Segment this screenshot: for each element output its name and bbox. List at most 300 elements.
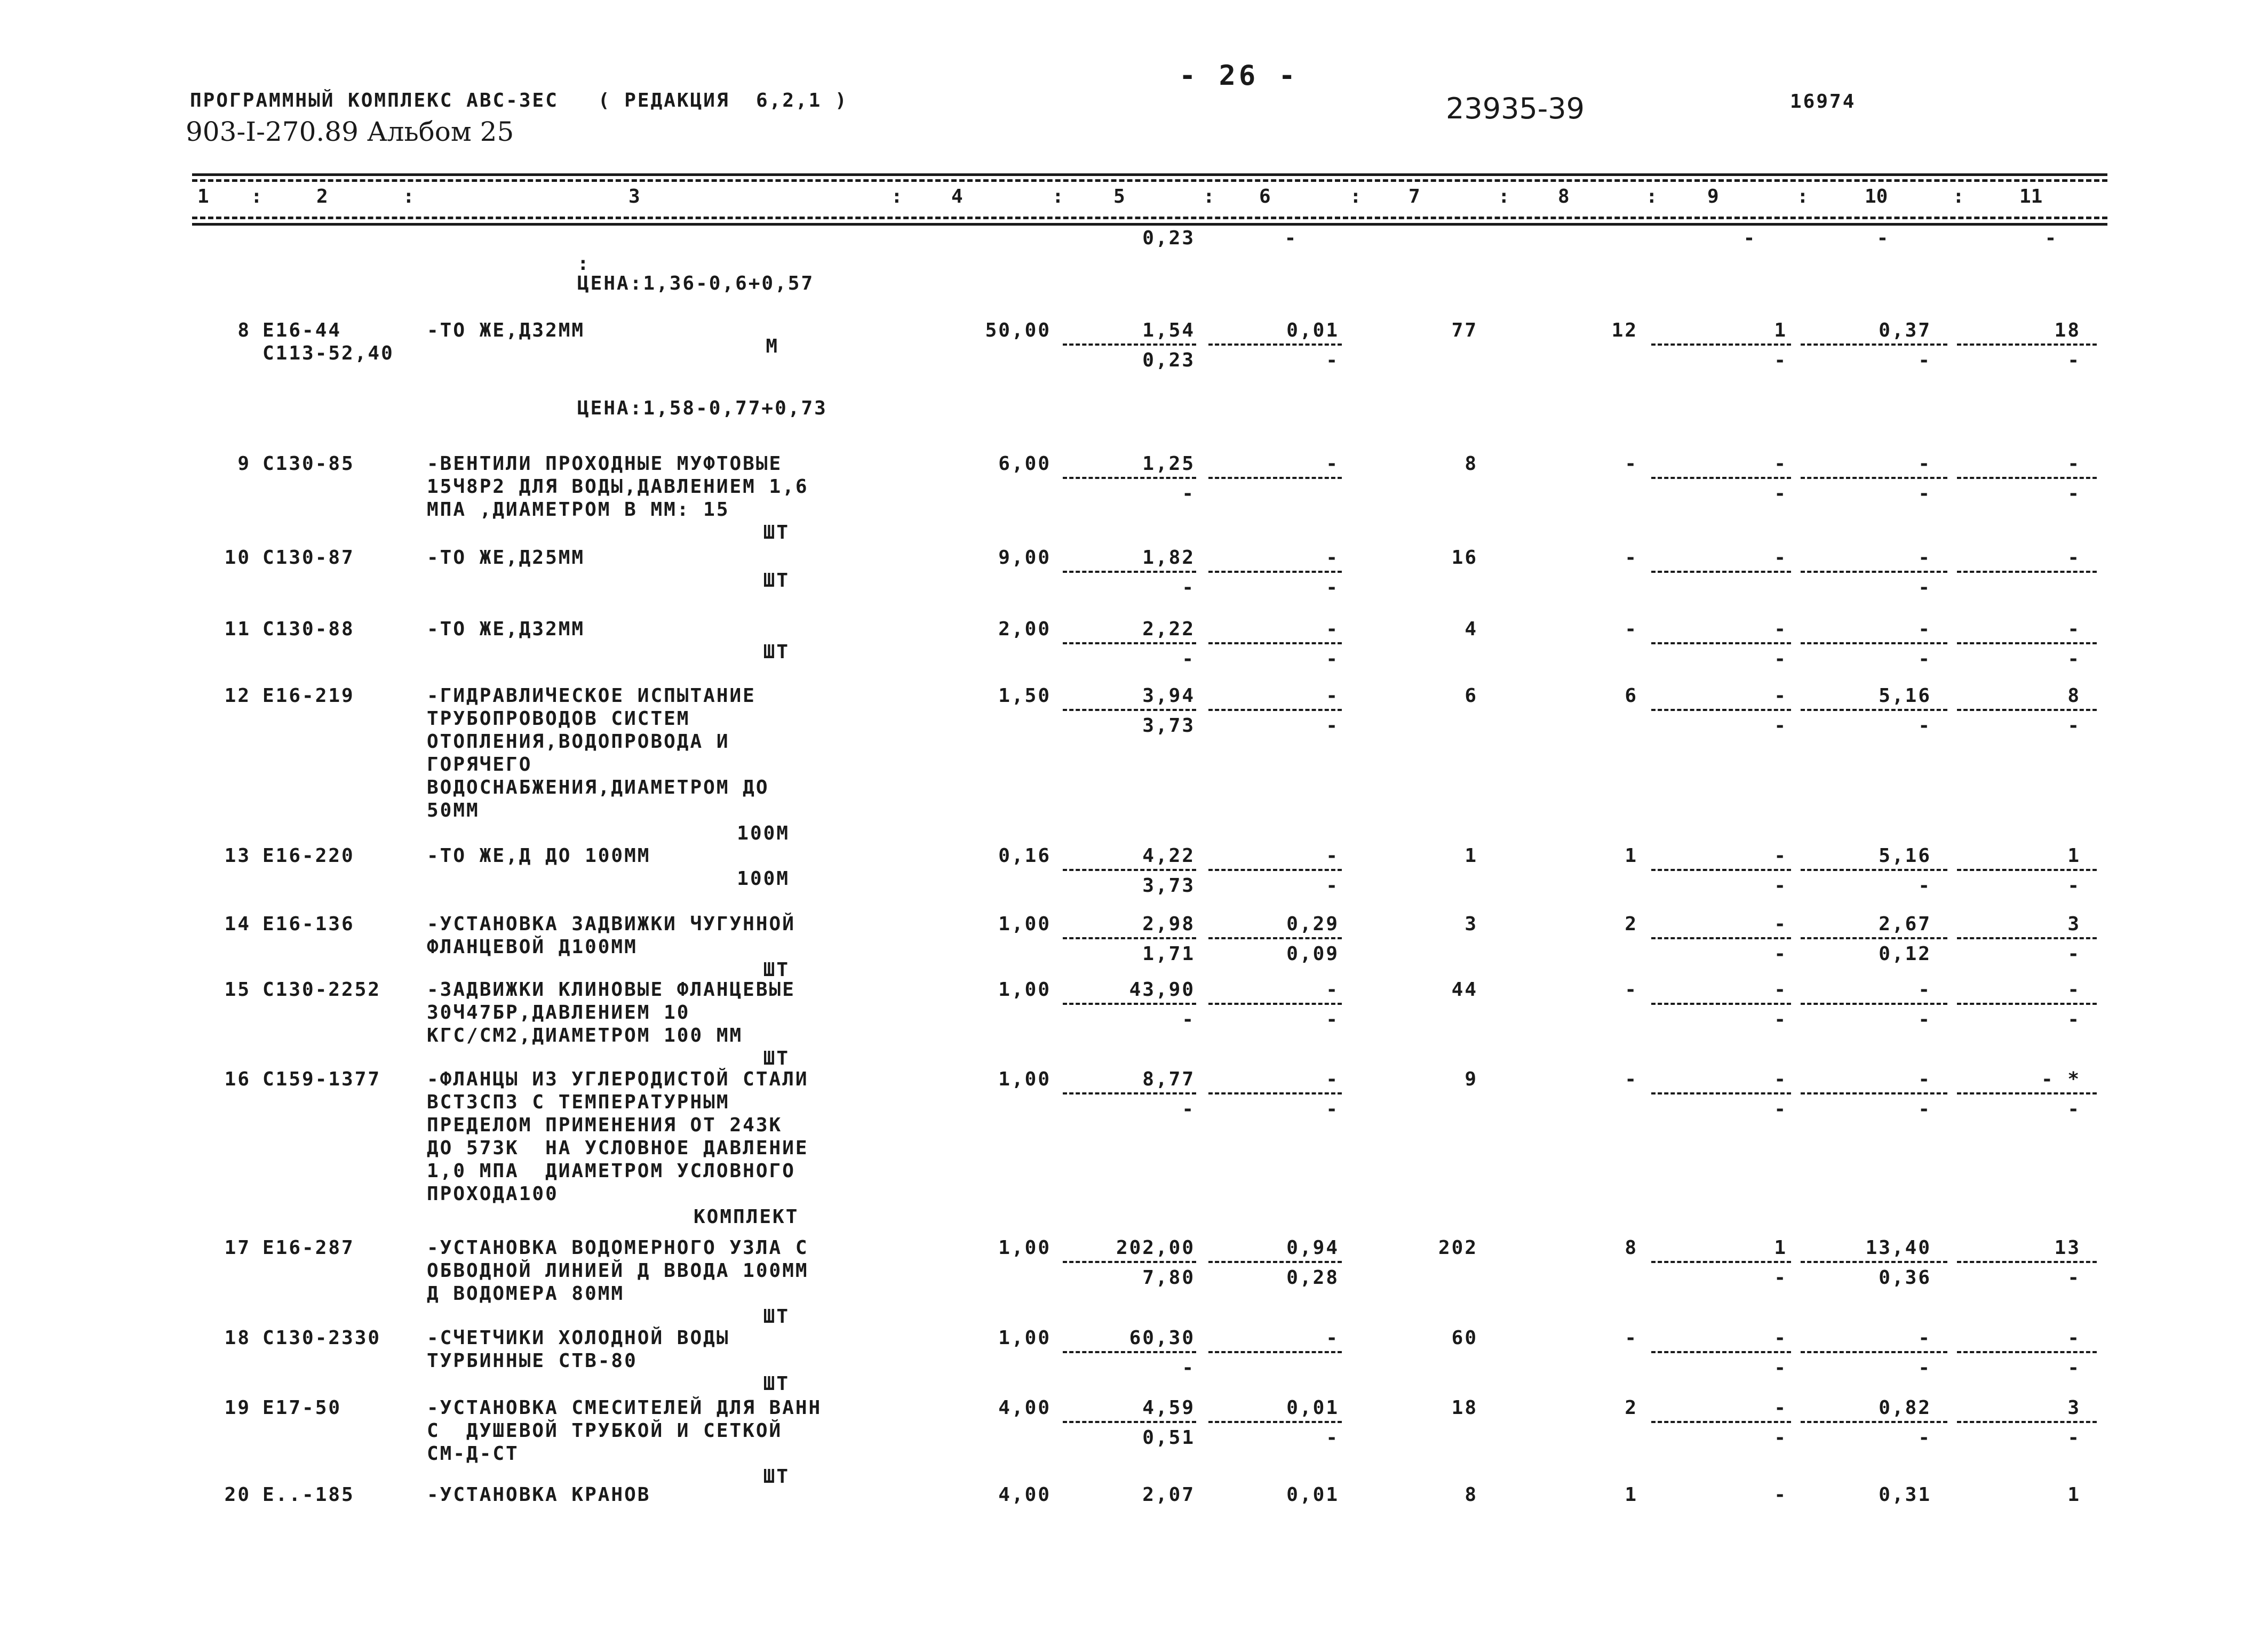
total-c11-second: -	[2067, 715, 2081, 737]
cell-divider-line	[1208, 1351, 1342, 1353]
cost-c6-second: -	[1326, 648, 1339, 670]
total-c11-second: -	[2067, 1267, 2081, 1289]
column-header-11: 11	[2019, 186, 2043, 207]
table-row	[0, 978, 2268, 1069]
norm-code: С130-2330	[262, 1327, 381, 1349]
cost-c6: -	[1326, 618, 1339, 640]
work-description-line: -ТО ЖЕ,Д32ММ	[427, 319, 585, 341]
total-c11: -	[2067, 1327, 2081, 1349]
carry-price-line: ЦЕНА:1,36-0,6+0,57	[577, 273, 815, 294]
total-c10-second: -	[1918, 1098, 1931, 1120]
cell-divider-line	[1208, 1003, 1342, 1005]
total-c11-second: -	[2067, 943, 2081, 965]
total-c9-second: -	[1774, 1357, 1787, 1379]
cell-divider-line	[1957, 477, 2097, 479]
cell-divider-line	[1651, 642, 1791, 644]
work-description-line: ПРЕДЕЛОМ ПРИМЕНЕНИЯ ОТ 243К	[427, 1114, 783, 1136]
norm-code: Е..-185	[262, 1484, 355, 1506]
quantity-c4: 1,00	[998, 1327, 1051, 1349]
work-description-line: ОБВОДНОЙ ЛИНИЕЙ Д ВВОДА 100ММ	[427, 1260, 809, 1282]
cost-c5: 1,25	[1142, 453, 1195, 475]
total-c10: 5,16	[1879, 685, 1931, 707]
total-c10: -	[1918, 453, 1931, 475]
total-c8: 12	[1611, 319, 1638, 341]
cell-divider-line	[1063, 642, 1196, 644]
column-divider: :	[891, 186, 903, 207]
cell-divider-line	[1801, 1351, 1947, 1353]
total-c7: 6	[1465, 685, 1478, 707]
table-row	[0, 452, 2268, 544]
column-header-8: 8	[1558, 186, 1570, 207]
norm-code: С130-87	[262, 547, 355, 569]
carry-c6: -	[1284, 227, 1298, 249]
total-c10: 0,31	[1879, 1484, 1931, 1506]
total-c9-second: -	[1774, 648, 1787, 670]
total-c11: 8	[2067, 685, 2081, 707]
total-c11: 3	[2067, 913, 2081, 935]
total-c9: -	[1774, 1327, 1787, 1349]
total-c11: 1	[2067, 1484, 2081, 1506]
cost-c6-second: -	[1326, 1427, 1339, 1449]
quantity-c4: 50,00	[985, 319, 1051, 341]
work-description-line: -ВЕНТИЛИ ПРОХОДНЫЕ МУФТОВЫЕ	[427, 453, 783, 475]
work-description-line: ФЛАНЦЕВОЙ Д100ММ	[427, 936, 638, 958]
cell-divider-line	[1801, 1003, 1947, 1005]
table-row	[0, 684, 2268, 844]
unit-of-measure: ШТ	[763, 959, 790, 981]
unit-of-measure: ШТ	[763, 522, 790, 544]
total-c11-second: -	[2067, 1427, 2081, 1449]
unit-of-measure: ШТ	[763, 1373, 790, 1395]
norm-code: Е16-136	[262, 913, 355, 935]
work-description-line: 1,0 МПА ДИАМЕТРОМ УСЛОВНОГО	[427, 1160, 795, 1182]
total-c8: 1	[1625, 1484, 1638, 1506]
total-c8: -	[1625, 979, 1638, 1001]
column-divider: :	[1350, 186, 1362, 207]
total-c11: - *	[2041, 1068, 2081, 1090]
total-c7: 202	[1438, 1237, 1478, 1259]
column-header-3: 3	[628, 186, 640, 207]
total-c10-second: 0,36	[1879, 1267, 1931, 1289]
cell-divider-line	[1208, 1261, 1342, 1263]
total-c10: 5,16	[1879, 845, 1931, 867]
cost-c5-second: -	[1182, 577, 1195, 598]
quantity-c4: 4,00	[998, 1397, 1051, 1419]
price-formula: ЦЕНА:1,58-0,77+0,73	[577, 397, 827, 419]
total-c10-second: -	[1918, 1009, 1931, 1030]
cost-c5: 4,22	[1142, 845, 1195, 867]
total-c8: 2	[1625, 1397, 1638, 1419]
unit-of-measure: ШТ	[763, 1048, 790, 1069]
cell-divider-line	[1208, 642, 1342, 644]
cell-divider-line	[1651, 1092, 1791, 1094]
total-c11: -	[2067, 979, 2081, 1001]
cost-c5-second: 3,73	[1142, 715, 1195, 737]
norm-code: С130-88	[262, 618, 355, 640]
cost-c5: 3,94	[1142, 685, 1195, 707]
total-c8: 1	[1625, 845, 1638, 867]
cell-divider-line	[1651, 937, 1791, 939]
unit-of-measure: ШТ	[763, 641, 790, 663]
cost-c5: 8,77	[1142, 1068, 1195, 1090]
total-c9-second: -	[1774, 483, 1787, 505]
work-description-line: -СЧЕТЧИКИ ХОЛОДНОЙ ВОДЫ	[427, 1327, 730, 1349]
total-c8: -	[1625, 1068, 1638, 1090]
table-header-bottom-rule-2	[192, 223, 2107, 226]
unit-of-measure: М	[766, 335, 779, 357]
work-description-line: -ТО ЖЕ,Д25ММ	[427, 547, 585, 569]
cell-divider-line	[1957, 1421, 2097, 1423]
cell-divider-line	[1651, 1351, 1791, 1353]
cell-divider-line	[1063, 1003, 1196, 1005]
total-c10-second: -	[1918, 577, 1931, 598]
norm-code-secondary: С113-52,40	[262, 342, 394, 364]
work-description-line: ДО 573К НА УСЛОВНОЕ ДАВЛЕНИЕ	[427, 1137, 809, 1159]
cell-divider-line	[1208, 571, 1342, 573]
total-c9-second: -	[1774, 875, 1787, 897]
work-description-line: -УСТАНОВКА ВОДОМЕРНОГО УЗЛА С	[427, 1237, 809, 1259]
total-c11: -	[2067, 618, 2081, 640]
unit-of-measure: ШТ	[763, 1466, 790, 1488]
work-description-line: ПРОХОДА100	[427, 1183, 559, 1205]
table-row	[0, 546, 2268, 598]
cost-c5-second: -	[1182, 648, 1195, 670]
total-c10-second: -	[1918, 875, 1931, 897]
total-c7: 16	[1451, 547, 1478, 569]
norm-code: Е17-50	[262, 1397, 342, 1419]
cost-c5-second: 1,71	[1142, 943, 1195, 965]
total-c9-second: -	[1774, 1267, 1787, 1289]
cost-c6: -	[1326, 453, 1339, 475]
unit-of-measure: ШТ	[763, 570, 790, 592]
total-c10: -	[1918, 1068, 1931, 1090]
column-header-7: 7	[1408, 186, 1420, 207]
cell-divider-line	[1801, 1421, 1947, 1423]
total-c11-second: -	[2067, 1098, 2081, 1120]
cost-c6: -	[1326, 1068, 1339, 1090]
row-number: 15	[224, 979, 251, 1001]
total-c11-second: -	[2067, 648, 2081, 670]
cell-divider-line	[1208, 1092, 1342, 1094]
cell-divider-line	[1063, 1421, 1196, 1423]
unit-of-measure: ШТ	[763, 1306, 790, 1328]
work-description-line: ВОДОСНАБЖЕНИЯ,ДИАМЕТРОМ ДО	[427, 777, 769, 798]
document-number: 23935-39	[1446, 92, 1585, 125]
total-c10-second: -	[1918, 483, 1931, 505]
work-description-line: -ЗАДВИЖКИ КЛИНОВЫЕ ФЛАНЦЕВЫЕ	[427, 979, 795, 1001]
row-number: 16	[224, 1068, 251, 1090]
cost-c6-second: 0,09	[1286, 943, 1339, 965]
quantity-c4: 1,00	[998, 979, 1051, 1001]
total-c9: -	[1774, 1484, 1787, 1506]
quantity-c4: 1,50	[998, 685, 1051, 707]
work-description-line: -УСТАНОВКА СМЕСИТЕЛЕЙ ДЛЯ ВАНН	[427, 1397, 822, 1419]
cost-c6: -	[1326, 1327, 1339, 1349]
total-c11-second: -	[2067, 1357, 2081, 1379]
cost-c6: 0,01	[1286, 319, 1339, 341]
total-c9-second: -	[1774, 715, 1787, 737]
total-c10: 2,67	[1879, 913, 1931, 935]
total-c10: -	[1918, 618, 1931, 640]
cell-divider-line	[1957, 571, 2097, 573]
total-c9: 1	[1774, 1237, 1787, 1259]
total-c8: -	[1625, 1327, 1638, 1349]
total-c11: 18	[2054, 319, 2081, 341]
cost-c5: 2,98	[1142, 913, 1195, 935]
row-number: 19	[224, 1397, 251, 1419]
work-description-line: С ДУШЕВОЙ ТРУБКОЙ И СЕТКОЙ	[427, 1420, 783, 1442]
total-c11-second: -	[2067, 483, 2081, 505]
cell-divider-line	[1208, 1421, 1342, 1423]
cell-divider-line	[1063, 477, 1196, 479]
total-c11: 13	[2054, 1237, 2081, 1259]
cost-c6: -	[1326, 685, 1339, 707]
total-c11: -	[2067, 547, 2081, 569]
quantity-c4: 6,00	[998, 453, 1051, 475]
program-header: ПРОГРАММНЫЙ КОМПЛЕКС АВС-3ЕС ( РЕДАКЦИЯ 6,2,1 )	[190, 90, 848, 111]
total-c7: 44	[1451, 979, 1478, 1001]
work-description-line: ГОРЯЧЕГО	[427, 754, 532, 776]
total-c9-second: -	[1774, 349, 1787, 371]
cost-c6-second: -	[1326, 577, 1339, 598]
cost-c6: -	[1326, 845, 1339, 867]
work-description-line: ВСТ3СП3 С ТЕМПЕРАТУРНЫМ	[427, 1091, 730, 1113]
work-description-line: 15Ч8Р2 ДЛЯ ВОДЫ,ДАВЛЕНИЕМ 1,6	[427, 476, 809, 498]
cost-c6-second: -	[1326, 1098, 1339, 1120]
column-divider: :	[1797, 186, 1809, 207]
total-c7: 8	[1465, 1484, 1478, 1506]
cost-c6: 0,29	[1286, 913, 1339, 935]
column-header-4: 4	[951, 186, 963, 207]
unit-of-measure: КОМПЛЕКТ	[694, 1206, 799, 1228]
column-header-2: 2	[316, 186, 328, 207]
cell-divider-line	[1208, 343, 1342, 346]
cell-divider-line	[1063, 1351, 1196, 1353]
column-header-10: 10	[1865, 186, 1888, 207]
cell-divider-line	[1063, 709, 1196, 711]
total-c10-second: 0,12	[1879, 943, 1931, 965]
work-description-line: Д ВОДОМЕРА 80ММ	[427, 1283, 625, 1305]
column-divider: :	[1052, 186, 1064, 207]
work-description-line: -ГИДРАВЛИЧЕСКОЕ ИСПЫТАНИЕ	[427, 685, 756, 707]
cost-c6: -	[1326, 547, 1339, 569]
quantity-c4: 1,00	[998, 913, 1051, 935]
total-c9-second: -	[1774, 943, 1787, 965]
total-c7: 4	[1465, 618, 1478, 640]
cell-divider-line	[1801, 477, 1947, 479]
row-number: 12	[224, 685, 251, 707]
carry-c9: -	[1743, 227, 1757, 249]
column-divider: :	[403, 186, 415, 207]
cost-c6-second: -	[1326, 349, 1339, 371]
unit-of-measure: 100М	[737, 868, 790, 890]
cell-divider-line	[1208, 709, 1342, 711]
page-number: - 26 -	[1179, 60, 1299, 92]
row-number: 13	[224, 845, 251, 867]
total-c9: -	[1774, 845, 1787, 867]
cost-c6: 0,01	[1286, 1397, 1339, 1419]
quantity-c4: 4,00	[998, 1484, 1051, 1506]
norm-code: Е16-220	[262, 845, 355, 867]
cell-divider-line	[1063, 869, 1196, 871]
cell-divider-line	[1801, 571, 1947, 573]
cost-c6-second: -	[1326, 715, 1339, 737]
total-c9: -	[1774, 618, 1787, 640]
cost-c5: 1,54	[1142, 319, 1195, 341]
total-c9: -	[1774, 1068, 1787, 1090]
total-c10-second: -	[1918, 715, 1931, 737]
cost-c5-second: -	[1182, 1357, 1195, 1379]
total-c10: 0,82	[1879, 1397, 1931, 1419]
cell-divider-line	[1651, 1261, 1791, 1263]
cell-divider-line	[1208, 477, 1342, 479]
table-row	[0, 1236, 2268, 1328]
table-row	[0, 1396, 2268, 1488]
column-header-9: 9	[1707, 186, 1719, 207]
cost-c5: 2,07	[1142, 1484, 1195, 1506]
work-description-line: -ТО ЖЕ,Д ДО 100ММ	[427, 845, 651, 867]
total-c7: 60	[1451, 1327, 1478, 1349]
norm-code: Е16-287	[262, 1237, 355, 1259]
total-c11-second: -	[2067, 875, 2081, 897]
total-c11: 3	[2067, 1397, 2081, 1419]
table-header-dashed-rule	[192, 179, 2107, 182]
cell-divider-line	[1063, 1261, 1196, 1263]
column-header-6: 6	[1259, 186, 1271, 207]
total-c10-second: -	[1918, 1357, 1931, 1379]
work-description-line: ОТОПЛЕНИЯ,ВОДОПРОВОДА И	[427, 731, 730, 753]
unit-of-measure: 100М	[737, 822, 790, 844]
norm-code: С130-85	[262, 453, 355, 475]
row-number: 9	[237, 453, 251, 475]
total-c9-second: -	[1774, 1098, 1787, 1120]
table-row	[0, 844, 2268, 897]
total-c8: -	[1625, 618, 1638, 640]
cell-divider-line	[1801, 343, 1947, 346]
cost-c5: 1,82	[1142, 547, 1195, 569]
total-c10-second: -	[1918, 1427, 1931, 1449]
cell-divider-line	[1063, 1092, 1196, 1094]
column-header-1: 1	[197, 186, 209, 207]
total-c8: 6	[1625, 685, 1638, 707]
total-c7: 18	[1451, 1397, 1478, 1419]
total-c8: 8	[1625, 1237, 1638, 1259]
row-number: 17	[224, 1237, 251, 1259]
norm-code: Е16-219	[262, 685, 355, 707]
cell-divider-line	[1957, 1092, 2097, 1094]
total-c8: 2	[1625, 913, 1638, 935]
cell-divider-line	[1801, 937, 1947, 939]
cell-divider-line	[1957, 869, 2097, 871]
total-c7: 1	[1465, 845, 1478, 867]
table-header-bottom-rule	[192, 217, 2107, 219]
cost-c6: 0,94	[1286, 1237, 1339, 1259]
total-c10-second: -	[1918, 349, 1931, 371]
cell-divider-line	[1957, 343, 2097, 346]
cost-c5: 43,90	[1129, 979, 1195, 1001]
norm-code: Е16-44	[262, 319, 342, 341]
cell-divider-line	[1651, 1421, 1791, 1423]
cell-divider-line	[1651, 477, 1791, 479]
cost-c5: 202,00	[1116, 1237, 1195, 1259]
cell-divider-line	[1957, 1261, 2097, 1263]
album-title: 903-I-270.89 Альбом 25	[186, 116, 514, 147]
cell-divider-line	[1651, 571, 1791, 573]
cost-c5: 2,22	[1142, 618, 1195, 640]
total-c8: -	[1625, 547, 1638, 569]
total-c9: 1	[1774, 319, 1787, 341]
total-c8: -	[1625, 453, 1638, 475]
total-c9-second: -	[1774, 1009, 1787, 1030]
total-c11: -	[2067, 453, 2081, 475]
cost-c6: 0,01	[1286, 1484, 1339, 1506]
cost-c6-second: -	[1326, 1009, 1339, 1030]
work-description-line: ТРУБОПРОВОДОВ СИСТЕМ	[427, 708, 690, 730]
work-description-line: -ФЛАНЦЫ ИЗ УГЛЕРОДИСТОЙ СТАЛИ	[427, 1068, 809, 1090]
work-description-line: -УСТАНОВКА ЗАДВИЖКИ ЧУГУННОЙ	[427, 913, 795, 935]
total-c10: 13,40	[1865, 1237, 1931, 1259]
cost-c5-second: 3,73	[1142, 875, 1195, 897]
cell-divider-line	[1063, 571, 1196, 573]
column-divider: :	[1646, 186, 1658, 207]
quantity-c4: 1,00	[998, 1068, 1051, 1090]
cost-c5-second: 0,23	[1142, 349, 1195, 371]
cost-c5-second: -	[1182, 1098, 1195, 1120]
work-description-line: -УСТАНОВКА КРАНОВ	[427, 1484, 651, 1506]
cost-c5-second: 7,80	[1142, 1267, 1195, 1289]
table-row	[0, 1483, 2268, 1506]
cell-divider-line	[1801, 642, 1947, 644]
work-description-line: 50ММ	[427, 800, 480, 821]
cell-divider-line	[1957, 642, 2097, 644]
cell-divider-line	[1801, 869, 1947, 871]
total-c9: -	[1774, 1397, 1787, 1419]
column-divider: :	[1498, 186, 1510, 207]
norm-code: С159-1377	[262, 1068, 381, 1090]
total-c9: -	[1774, 547, 1787, 569]
column-divider: :	[1953, 186, 1964, 207]
row-number: 10	[224, 547, 251, 569]
cost-c6-second: 0,28	[1286, 1267, 1339, 1289]
cost-c5-second: 0,51	[1142, 1427, 1195, 1449]
total-c7: 8	[1465, 453, 1478, 475]
carry-colon: :	[577, 253, 591, 275]
cost-c5-second: -	[1182, 483, 1195, 505]
total-c9: -	[1774, 453, 1787, 475]
cell-divider-line	[1801, 1092, 1947, 1094]
norm-code: С130-2252	[262, 979, 381, 1001]
total-c10: 0,37	[1879, 319, 1931, 341]
cell-divider-line	[1801, 709, 1947, 711]
column-divider: :	[251, 186, 262, 207]
total-c10: -	[1918, 979, 1931, 1001]
total-c9: -	[1774, 913, 1787, 935]
cell-divider-line	[1063, 937, 1196, 939]
cell-divider-line	[1651, 343, 1791, 346]
cell-divider-line	[1651, 869, 1791, 871]
total-c7: 3	[1465, 913, 1478, 935]
cost-c6: -	[1326, 979, 1339, 1001]
table-top-rule	[192, 173, 2107, 176]
total-c9: -	[1774, 685, 1787, 707]
cell-divider-line	[1063, 343, 1196, 346]
column-divider: :	[1203, 186, 1215, 207]
carry-c5: 0,23	[1142, 227, 1195, 249]
row-number: 18	[224, 1327, 251, 1349]
work-description-line: МПА ,ДИАМЕТРОМ В ММ: 15	[427, 499, 730, 521]
total-c11-second: -	[2067, 349, 2081, 371]
work-description-line: КГС/СМ2,ДИАМЕТРОМ 100 ММ	[427, 1025, 743, 1046]
